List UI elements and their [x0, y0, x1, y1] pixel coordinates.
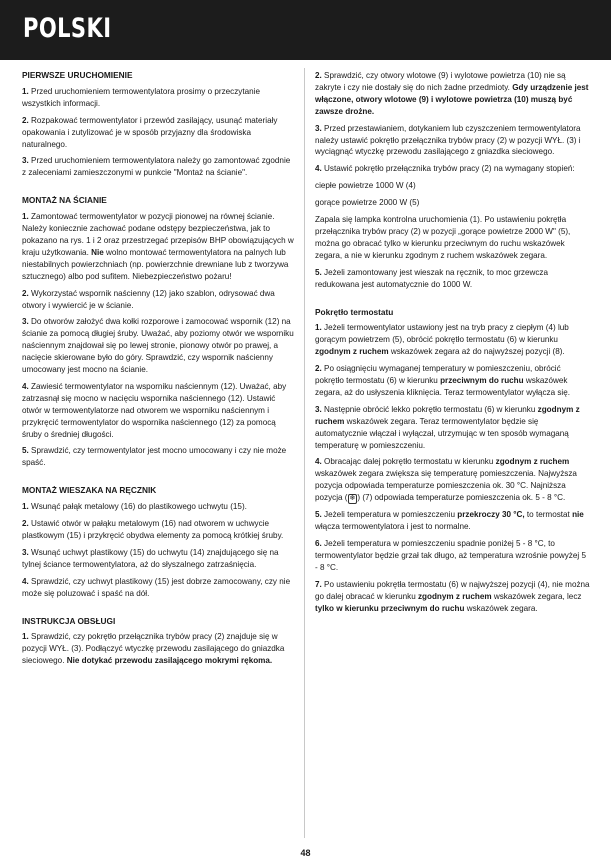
paragraph	[22, 576, 294, 600]
text-run: Przed przestawianiem, dotykaniem lub czyszczeniem termowentylatora należy ustawić pokrętło przełącznika trybów pracy (2) w pozycji WYŁ. (3) i wyciągnąć wtyczkę przewodu zasilającego z gniazdka sieciowego.	[315, 123, 581, 157]
paragraph	[22, 445, 294, 469]
bold-text: 1.	[315, 323, 322, 333]
text-run: to termostat	[524, 510, 573, 520]
bold-text: 1.	[22, 632, 29, 642]
bold-text: tylko w kierunku przeciwnym do ruchu	[315, 603, 465, 613]
text-run: Do otworów założyć dwa kołki rozporowe i zamocować wspornik (12) na ścianie za pomocą długiej śruby. Uważać, aby poziomy otwór we wsporniku naściennym znajdował się po lewej stronie, pionowy otwór po prawej, a nacięcie skierowane było do góry. Sprawdzić, czy wspornik naścienny umocowany jest mocno na ścianie.	[22, 317, 294, 375]
paragraph	[315, 123, 590, 159]
section-heading: Pokrętło termostatu	[315, 306, 394, 317]
section-heading: MONTAŻ WIESZAKA NA RĘCZNIK	[22, 485, 157, 496]
paragraph	[315, 456, 590, 504]
text-run: wskazówek zegara, lecz	[491, 591, 582, 601]
bold-text: 2.	[22, 519, 29, 529]
bold-text: przeciwnym do ruchu	[440, 376, 524, 386]
bold-text: 2.	[22, 115, 29, 125]
text-run: wskazówek zegara zwiększa się temperaturę pomieszczenia. Najwyższa pozycja odpowiada temperaturze pomieszczenia ok. 30 °C. Najniższa pozycja (	[315, 469, 577, 503]
paragraph	[315, 197, 590, 209]
bold-text: 3.	[22, 156, 29, 166]
text-run: Jeżeli termowentylator ustawiony jest na tryb pracy z ciepłym (4) lub gorącym powietrzem (5), obrócić pokrętło termostatu (6) w kierunku	[315, 323, 569, 345]
text-run: Wsunąć pałąk metalowy (16) do plastikowego uchwytu (15).	[28, 502, 247, 512]
bold-text: Nie dotykać przewodu zasilającego mokrymi rękoma.	[66, 656, 273, 666]
bold-text: 3.	[22, 317, 29, 327]
text-run: Przed uruchomieniem termowentylatora prosimy o przeczytanie wszystkich informacji.	[22, 86, 260, 108]
paragraph	[315, 509, 590, 533]
section-heading: MONTAŻ NA ŚCIANIE	[22, 195, 107, 206]
paragraph	[315, 404, 590, 452]
paragraph	[315, 214, 590, 262]
snowflake-icon: ❄	[349, 495, 356, 503]
paragraph	[22, 631, 294, 667]
bold-text: 4.	[315, 164, 322, 174]
text-run: Ustawić pokrętło przełącznika trybów pracy (2) na wymagany stopień:	[321, 164, 575, 174]
paragraph	[22, 547, 294, 571]
text-run: wskazówek zegara aż do najwyższej pozycji (8).	[388, 347, 565, 357]
paragraph	[22, 86, 294, 110]
section-heading: PIERWSZE URUCHOMIENIE	[22, 70, 133, 80]
text-run: Zapala się lampka kontrolna uruchomienia (1). Po ustawieniu pokrętła przełącznika trybów pracy (2) w pozycji „gorące powietrze 2000 W" (5), można go obracać tylko w kierunku przeciwnym do ruchu wskazówek zegara, a nie w kierunku zgodnym z ruchem wskazówek zegara.	[315, 215, 571, 260]
column-divider	[304, 68, 305, 838]
text-run: włącza termowentylatora i jest to normalne.	[315, 522, 471, 532]
paragraph	[315, 163, 590, 175]
paragraph	[315, 180, 590, 192]
bold-text: Gdy urządzenie jest włączone, otwory wlotowe (9) i wylotowe powietrza (10) muszą być zawsze drożne.	[315, 82, 589, 116]
text-run: Obracając dalej pokrętło termostatu w kierunku	[321, 457, 496, 467]
text-run: wskazówek zegara, aż do usłyszenia kliknięcia. Teraz termowentylator wyłącza się.	[315, 376, 570, 397]
paragraph	[22, 501, 294, 513]
paragraph	[22, 155, 294, 179]
text-run: ) (7) odpowiada temperaturze pomieszczenia ok. 5 - 8 °C.	[357, 493, 566, 503]
bold-text: 3.	[22, 547, 29, 557]
paragraph	[315, 579, 590, 615]
bold-text: 1.	[22, 86, 29, 96]
bold-text: przekroczy 30 °C,	[457, 510, 525, 520]
bold-text: 6.	[315, 539, 322, 548]
text-run: Wykorzystać wspornik naścienny (12) jako szablon, odrysować dwa otwory i wywiercić je w ścianie.	[22, 288, 275, 310]
bold-text: 7.	[315, 579, 322, 589]
text-run: wolno montować termowentylatora na palnych lub niestabilnych powierzchniach (np. powierzchnie drewniane lub z tworzywa sztucznego) albo pod sufitem. Niebezpieczeństwo pożaru!	[22, 247, 289, 281]
paragraph	[22, 316, 294, 376]
text-run: Ustawić otwór w pałąku metalowym (16) nad otworem w uchwycie plastkowym (15) i przykręcić obydwa elementy za pomocą krótkiej śruby.	[22, 519, 284, 540]
paragraph	[22, 115, 294, 151]
text-run: Wsunąć uchwyt plastikowy (15) do uchwytu (14) znajdującego się na tylnej ściance termowentylatora, aż do słyszalnego zatrzaśnięcia.	[22, 547, 279, 569]
bold-text: 1.	[22, 502, 29, 512]
text-run: Sprawdzić, czy uchwyt plastikowy (15) jest dobrze zamocowany, czy nie może się poluzować i spaść na dół.	[22, 576, 291, 598]
text-run: Zamontować termowentylator w pozycji pionowej na równej ścianie. Należy koniecznie zachować podane odstępy bezpieczeństwa, jak to pokazano na rys. 1 i 2 oraz przestrzegać przepisów BHP obowiązujących w kraju użytkowania.	[22, 212, 294, 257]
page-number: 48	[300, 848, 311, 858]
paragraph	[22, 381, 294, 441]
text-run: gorące powietrze 2000 W (5)	[315, 198, 420, 208]
text-run: Jeżeli temperatura w pomieszczeniu	[321, 510, 458, 520]
paragraph	[315, 363, 590, 399]
language-title: POLSKI	[23, 13, 112, 44]
text-run: ciepłe powietrze 1000 W (4)	[315, 181, 416, 191]
text-run: Po osiągnięciu wymaganej temperatury w pomieszczeniu, obrócić pokrętło termostatu (6) w kierunku	[315, 364, 561, 386]
paragraph	[315, 70, 590, 118]
text-run: Rozpakować termowentylator i przewód zasilający, usunąć materiały opakowania i zutylizować je w sposób przyjazny dla środowiska naturalnego.	[22, 115, 278, 149]
text-run: Jeżeli temperatura w pomieszczeniu spadnie poniżej 5 - 8 °C, to termowentylator będzie grzał tak długo, aż temperatura wzrośnie powyżej 5 - 8 °C.	[315, 539, 586, 572]
bold-text: 4.	[22, 381, 29, 391]
language-header-bar	[0, 0, 611, 60]
bold-text: Nie	[91, 247, 104, 257]
paragraph	[22, 288, 294, 312]
paragraph	[22, 518, 294, 542]
bold-text: 5.	[315, 267, 322, 277]
bold-text: 5.	[22, 446, 29, 456]
bold-text: zgodnym z ruchem	[417, 591, 492, 601]
bold-text: nie	[572, 510, 584, 520]
paragraph	[22, 211, 294, 282]
paragraph	[315, 322, 590, 358]
paragraph	[315, 538, 590, 574]
section-heading: INSTRUKCJA OBSŁUGI	[22, 615, 116, 626]
bold-text: zgodnym z ruchem	[495, 457, 570, 467]
bold-text: 1.	[22, 212, 29, 222]
text-run: wskazówek zegara.	[464, 603, 538, 613]
left-column	[22, 70, 294, 672]
text-run: Sprawdzić, czy otwory wlotowe (9) i wylotowe powietrza (10) nie są zakryte i czy nie dostały się do nich żadne przedmioty.	[315, 71, 566, 92]
bold-text: 3.	[315, 404, 322, 414]
text-run: Następnie obrócić lekko pokrętło termostatu (6) w kierunku	[321, 404, 538, 414]
bold-text: 4.	[22, 576, 29, 586]
text-run: Zawiesić termowentylator na wsporniku naściennym (12). Uważać, aby zatrzasnął się mocno w nacięciu wspornika naściennego (12). Ustawić otwór w termowentylatorze nad otworem we wsporniku naściennym i przykręcić termowentylator do wspornika naściennego (12) za pomocą śruby o średniej długości.	[22, 381, 287, 439]
text-run: Jeżeli zamontowany jest wieszak na ręcznik, to moc grzewcza redukowana jest automatycznie do 1000 W.	[315, 267, 549, 289]
text-run: Sprawdzić, czy termowentylator jest mocno umocowany i czy nie może spaść.	[22, 446, 287, 468]
bold-text: zgodnym z ruchem	[315, 404, 580, 426]
bold-text: 2.	[315, 71, 322, 80]
bold-text: 3.	[315, 123, 322, 133]
right-column	[315, 70, 590, 619]
bold-text: 5.	[315, 510, 322, 520]
text-run: Sprawdzić, czy pokrętło przełącznika trybów pracy (2) znajduje się w pozycji WYŁ. (3). Podłączyć wtyczkę przewodu zasilającego do gniazdka sieciowego.	[22, 632, 285, 666]
bold-text: 2.	[315, 364, 322, 374]
text-run: Przed uruchomieniem termowentylatora należy go zamontować zgodnie z zaleceniami zamieszczonymi w punkcie "Montaż na ścianie".	[22, 156, 291, 178]
paragraph	[315, 267, 590, 291]
bold-text: 2.	[22, 288, 29, 298]
bold-text: 4.	[315, 457, 322, 467]
text-run: Po ustawieniu pokrętła termostatu (6) w najwyższej pozycji (4), nie można go dalej obracać w kierunku	[315, 579, 590, 601]
text-run: wskazówek zegara. Teraz termowentylator będzie się automatycznie włączał i wyłączał, utrzymując w ten sposób wymaganą temperaturę w pomieszczeniu.	[315, 416, 569, 450]
bold-text: zgodnym z ruchem	[315, 347, 389, 357]
